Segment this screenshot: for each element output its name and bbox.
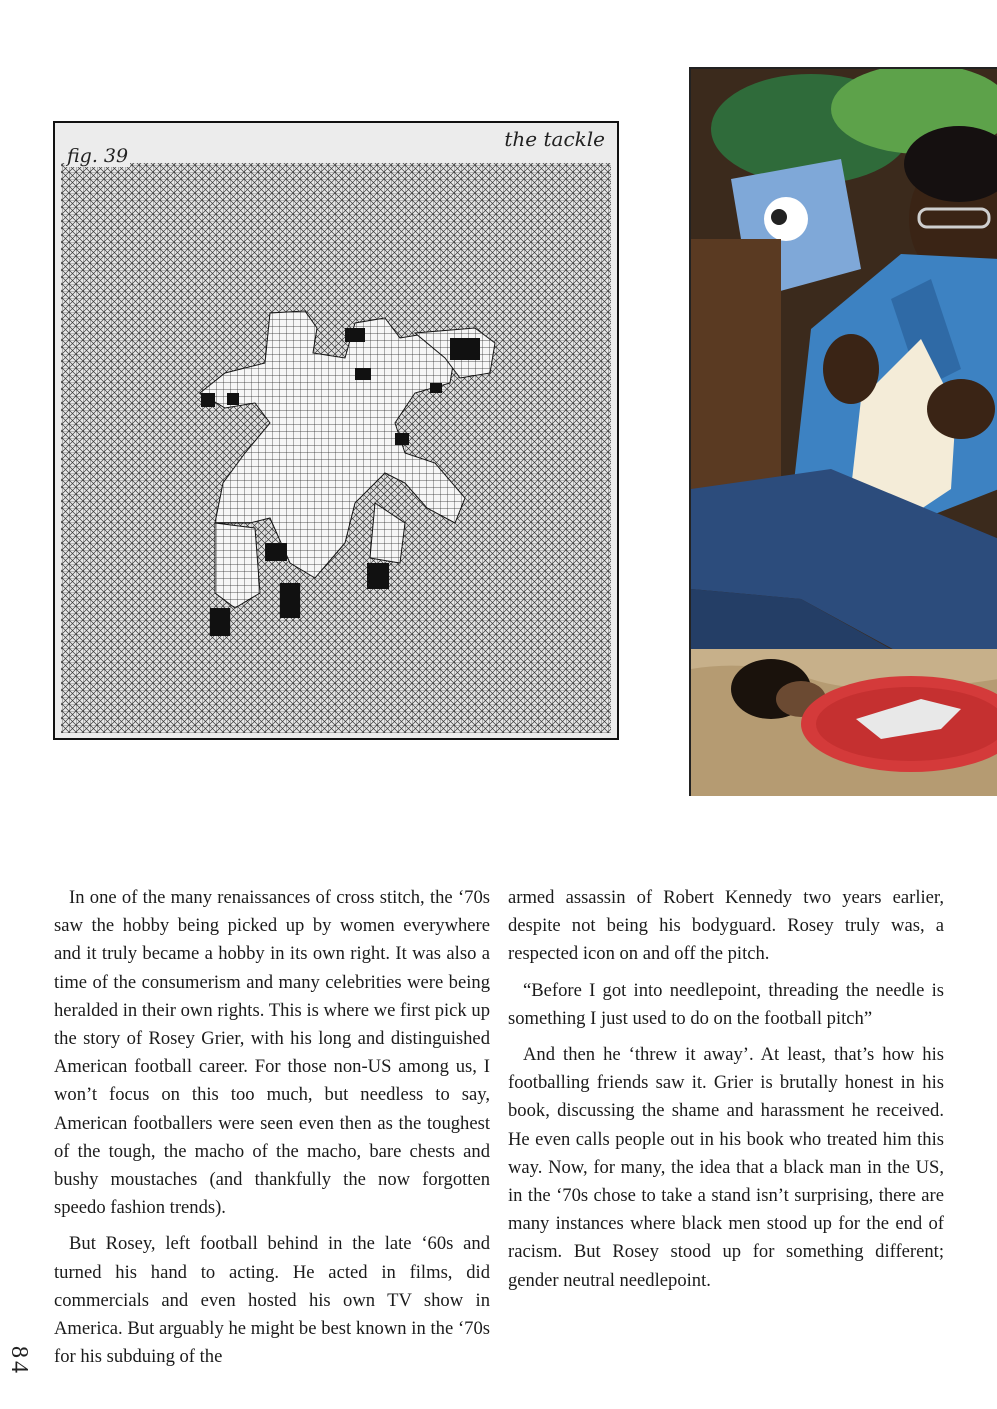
paragraph: But Rosey, left football behind in the late ‘60s and turned his hand to acting. He acted in films, did commercials and even hosted his own TV show in America. But arguably he might be best known in the ‘70s for his subduing of the (54, 1233, 490, 1368)
body-text-left-column (54, 884, 490, 1379)
photo-man-needlepoint (689, 67, 997, 796)
cross-stitch-chart-figure (53, 121, 619, 740)
paragraph: In one of the many renaissances of cross stitch, the ‘70s saw the hobby being picked up by women everywhere and it truly became a hobby in its own right. It was also a time of the consumerism and many celebrities were being heralded in their own rights. This is where we first pick up the story of Rosey Grier, with his long and distinguished American football career. For those non-US among us, I won’t focus on this too much, but needless to say, American footballers were seen even then as the toughest of the tough, the macho of the macho, bare chests and bushy moustaches (and thankfully the now forgotten speedo fashion trends). (54, 887, 490, 1219)
paragraph: And then he ‘threw it away’. At least, that’s how his footballing friends saw it. Grier is brutally honest in his book, discussing the shame and harassment he received. He even calls people out in his book who treated him this way. Now, for many, the idea that a black man in the US, in the ‘70s chose to take a stand isn’t surprising, there are many instances where black men stood up for the end of racism. But Rosey stood up for something different; gender neutral needlepoint. (508, 1044, 944, 1291)
page-number: 84 (6, 1346, 32, 1376)
figure-number-label: fig. 39 (67, 145, 129, 167)
cross-stitch-grid (55, 123, 617, 738)
figure-caption: the tackle (504, 127, 605, 151)
photo-illustration (691, 69, 997, 796)
body-text-right-column (508, 884, 944, 1303)
paragraph: armed assassin of Robert Kennedy two years earlier, despite not being his bodyguard. Rosey truly was, a respected icon on and off the pitch. (508, 887, 944, 965)
quote-paragraph: “Before I got into needlepoint, threading the needle is something I just used to do on the football pitch” (508, 979, 944, 1029)
